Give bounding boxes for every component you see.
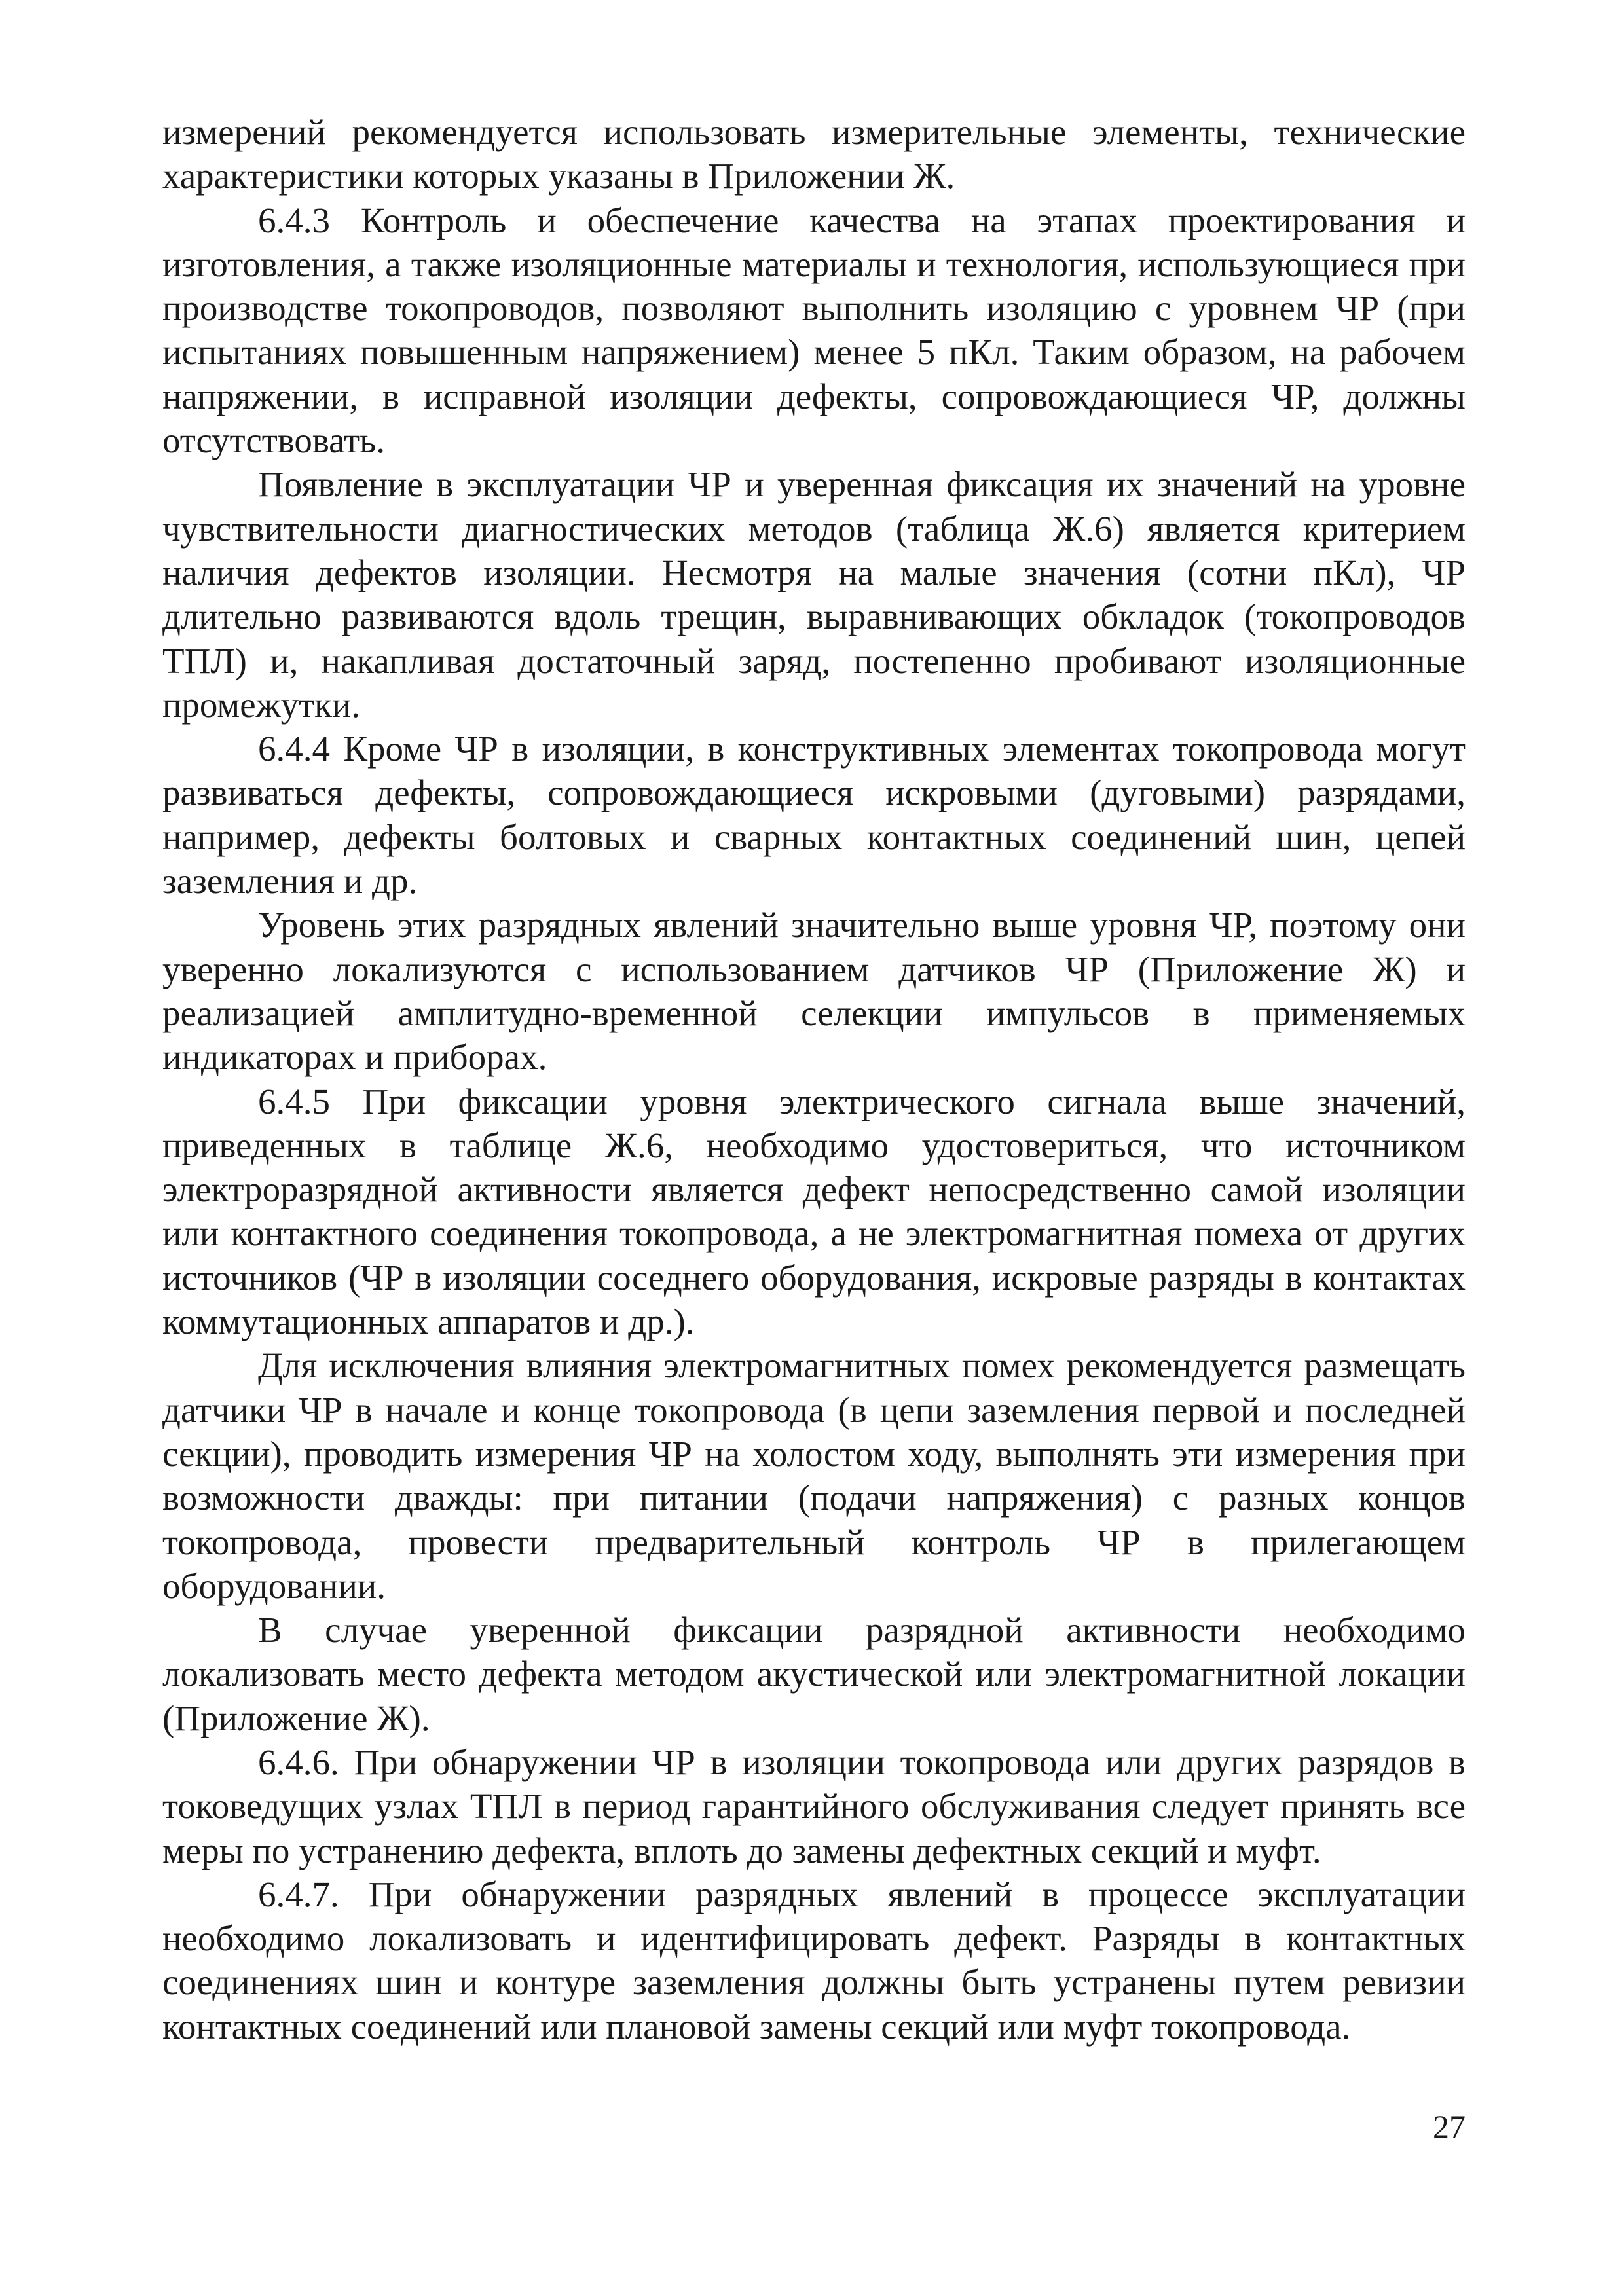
- paragraph-6-4-6: 6.4.6. При обнаружении ЧР в изоляции токопровода или других разрядов в токоведущих узлах ТПЛ в период гарантийного обслуживания следует принять все меры по устранению дефекта, вплоть до замены дефектных секций и муфт.: [162, 1741, 1466, 1870]
- paragraph-pd-appearance: Появление в эксплуатации ЧР и уверенная фиксация их значений на уровне чувствительности диагностических методов (таблица Ж.6) является критерием наличия дефектов изоляции. Несмотря на малые значения (сотни пКл), ЧР длительно развиваются вдоль трещин, выравнивающих обкладок (токопроводов ТПЛ) и, накапливая достаточный заряд, постепенно пробивают изоляционные промежутки.: [162, 464, 1466, 725]
- paragraph-6-4-5: 6.4.5 При фиксации уровня электрического сигнала выше значений, приведенных в таблице Ж.6, необходимо удостовериться, что источником электроразрядной активности является дефект непосредственно самой изоляции или контактного соединения токопровода, а не электромагнитная помеха от других источников (ЧР в изоляции соседнего оборудования, искровые разряды в контактах коммутационных аппаратов и др.).: [162, 1081, 1466, 1342]
- paragraph-discharge-level: Уровень этих разрядных явлений значительно выше уровня ЧР, поэтому они уверенно локализуются с использованием датчиков ЧР (Приложение Ж) и реализацией амплитудно-временной селекции импульсов в применяемых индикаторах и приборах.: [162, 905, 1466, 1078]
- paragraph-6-4-4: 6.4.4 Кроме ЧР в изоляции, в конструктивных элементах токопровода могут развиваться дефекты, сопровождающиеся искровыми (дуговыми) разрядами, например, дефекты болтовых и сварных контактных соединений шин, цепей заземления и др.: [162, 729, 1466, 902]
- body-text: [162, 110, 1466, 2049]
- paragraph-6-4-3: 6.4.3 Контроль и обеспечение качества на этапах проектирования и изготовления, а также изоляционные материалы и технология, использующиеся при производстве токопроводов, позволяют выполнить изоляцию с уровнем ЧР (при испытаниях повышенным напряжением) менее 5 пКл. Таким образом, на рабочем напряжении, в исправной изоляции дефекты, сопровождающиеся ЧР, должны отсутствовать.: [162, 200, 1466, 461]
- paragraph-defect-localization: В случае уверенной фиксации разрядной активности необходимо локализовать место дефекта методом акустической или электромагнитной локации (Приложение Ж).: [162, 1610, 1466, 1738]
- page-number: 27: [1433, 2108, 1466, 2145]
- paragraph-interference-exclusion: Для исключения влияния электромагнитных помех рекомендуется размещать датчики ЧР в начале и конце токопровода (в цепи заземления первой и последней секции), проводить измерения ЧР на холостом ходу, выполнять эти измерения при возможности дважды: при питании (подачи напряжения) с разных концов токопровода, провести предварительный контроль ЧР в прилегающем оборудовании.: [162, 1345, 1466, 1606]
- paragraph-continuation: измерений рекомендуется использовать измерительные элементы, технические характеристики которых указаны в Приложении Ж.: [162, 112, 1466, 196]
- paragraph-6-4-7: 6.4.7. При обнаружении разрядных явлений в процессе эксплуатации необходимо локализовать и идентифицировать дефект. Разряды в контактных соединениях шин и контуре заземления должны быть устранены путем ревизии контактных соединений или плановой замены секций или муфт токопровода.: [162, 1874, 1466, 2047]
